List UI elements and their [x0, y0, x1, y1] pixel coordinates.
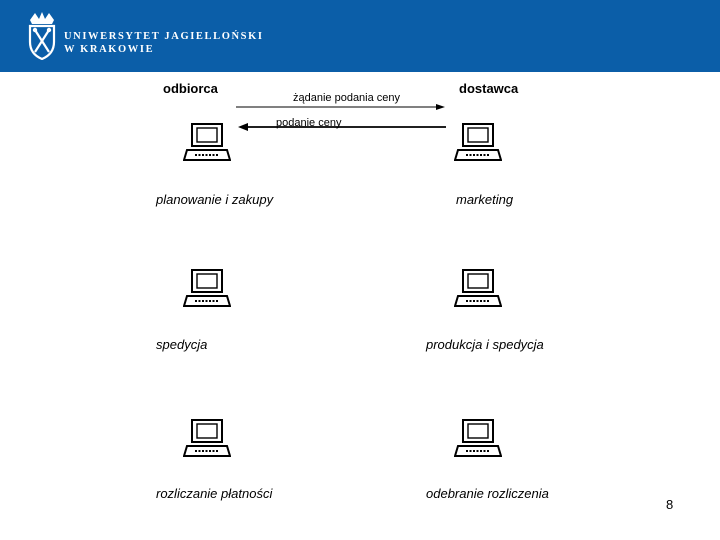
price-request-label: żądanie podania ceny — [293, 92, 401, 104]
supplier-department-2: produkcja i spedycja — [426, 337, 544, 352]
request-arrow — [236, 104, 445, 110]
supplier-computer-icon-3 — [454, 416, 502, 460]
recipient-department-2: spedycja — [156, 337, 208, 352]
supplier-label: dostawca — [459, 81, 519, 96]
recipient-computer-icon-1 — [183, 120, 231, 164]
university-crest-icon — [26, 10, 58, 60]
supplier-computer-icon-1 — [454, 120, 502, 164]
page-number: 8 — [666, 497, 674, 512]
university-name-line1: UNIWERSYTET JAGIELLOŃSKI — [64, 31, 264, 42]
response-arrow — [238, 123, 446, 131]
recipient-department-3: rozliczanie płatności — [156, 486, 273, 501]
university-name-line2: W KRAKOWIE — [64, 44, 155, 55]
recipient-computer-icon-2 — [183, 266, 231, 310]
price-response-label: podanie ceny — [276, 117, 342, 129]
university-name — [64, 30, 264, 56]
supplier-department-1: marketing — [456, 192, 514, 207]
recipient-label: odbiorca — [163, 81, 218, 96]
recipient-computer-icon-3 — [183, 416, 231, 460]
header-bar — [0, 0, 720, 72]
supplier-computer-icon-2 — [454, 266, 502, 310]
supplier-department-3: odebranie rozliczenia — [426, 486, 549, 501]
recipient-department-1: planowanie i zakupy — [156, 192, 274, 207]
